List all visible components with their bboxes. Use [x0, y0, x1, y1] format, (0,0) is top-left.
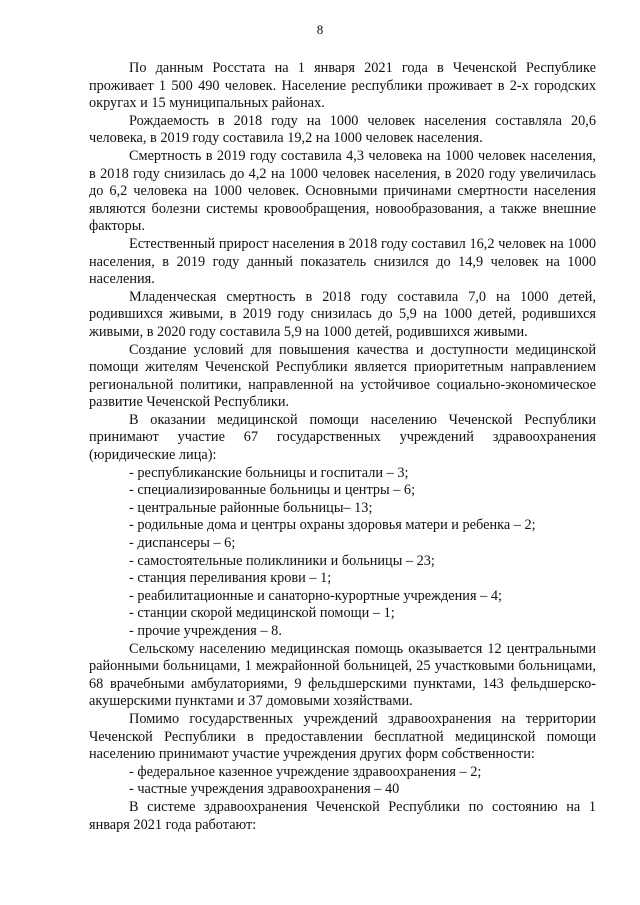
- mortality-paragraph: Смертность в 2019 году составила 4,3 человека на 1000 человек населения, в 2018 году снизилась до 4,2 на 1000 человек населения, в 2020 году увеличилась до 6,2 человека на 1000 человек. Основными причинами смертности населения являются болезни системы кровообращения, новообразования, а также внешние факторы.: [89, 147, 596, 235]
- list-item: - специализированные больницы и центры – 6;: [129, 482, 416, 499]
- institutions-list: [89, 465, 596, 641]
- list-item: - центральные районные больницы– 13;: [129, 499, 373, 516]
- list-item: - частные учреждения здравоохранения – 40: [129, 781, 400, 798]
- natural-growth-paragraph: Естественный прирост населения в 2018 году составил 16,2 человек на 1000 населения, в 2019 году данный показатель снизился до 14,9 человек на 1000 населения.: [89, 235, 596, 288]
- list-item: - самостоятельные поликлиники и больницы – 23;: [129, 552, 435, 569]
- list-item: - станция переливания крови – 1;: [129, 570, 332, 587]
- rural-care-paragraph: Сельскому населению медицинская помощь оказывается 12 центральными районными больницами, 1 межрайонной больницей, 25 участковыми больницами, 68 врачебными амбулаториями, 9 фельдшерскими пунктами, 143 фельдшерско-акушерскими пунктами и 37 домовыми хозяйствами.: [89, 640, 596, 710]
- healthcare-priority-paragraph: Создание условий для повышения качества и доступности медицинской помощи жителям Чеченской Республики является приоритетным направлением региональной политики, направленной на устойчивое социально-экономическое развитие Чеченской Республики.: [89, 341, 596, 411]
- other-ownership-list: [89, 764, 596, 799]
- other-ownership-paragraph: Помимо государственных учреждений здравоохранения на территории Чеченской Республики в предоставлении бесплатной медицинской помощи населению принимают участие учреждения других форм собственности:: [89, 710, 596, 763]
- list-item: - республиканские больницы и госпитали – 3;: [129, 464, 409, 481]
- list-item: - прочие учреждения – 8.: [129, 623, 282, 639]
- list-item: - реабилитационные и санаторно-курортные учреждения – 4;: [129, 587, 502, 604]
- list-item: - диспансеры – 6;: [129, 535, 236, 552]
- institutions-intro-paragraph: В оказании медицинской помощи населению Чеченской Республики принимают участие 67 государственных учреждений здравоохранения (юридические лица):: [89, 411, 596, 464]
- document-body: [89, 60, 596, 834]
- birth-rate-paragraph: Рождаемость в 2018 году на 1000 человек населения составляла 20,6 человека, в 2019 году составила 19,2 на 1000 человек населения.: [89, 112, 596, 147]
- population-paragraph: По данным Росстата на 1 января 2021 года в Чеченской Республике проживает 1 500 490 человек. Население республики проживает в 2-х городских округах и 15 муниципальных районах.: [89, 60, 596, 112]
- page-number: 8: [316, 22, 324, 37]
- infant-mortality-paragraph: Младенческая смертность в 2018 году составила 7,0 на 1000 детей, родившихся живыми, в 2019 году снизилась до 5,9 на 1000 детей, родившихся живыми, в 2020 году составила 5,9 на 1000 детей, родившихся живыми.: [89, 288, 596, 340]
- list-item: - родильные дома и центры охраны здоровья матери и ребенка – 2;: [129, 517, 536, 534]
- list-item: - федеральное казенное учреждение здравоохранения – 2;: [129, 763, 482, 780]
- staffing-intro-paragraph: В системе здравоохранения Чеченской Республики по состоянию на 1 января 2021 года работают:: [89, 798, 596, 833]
- list-item: - станции скорой медицинской помощи – 1;: [129, 605, 395, 622]
